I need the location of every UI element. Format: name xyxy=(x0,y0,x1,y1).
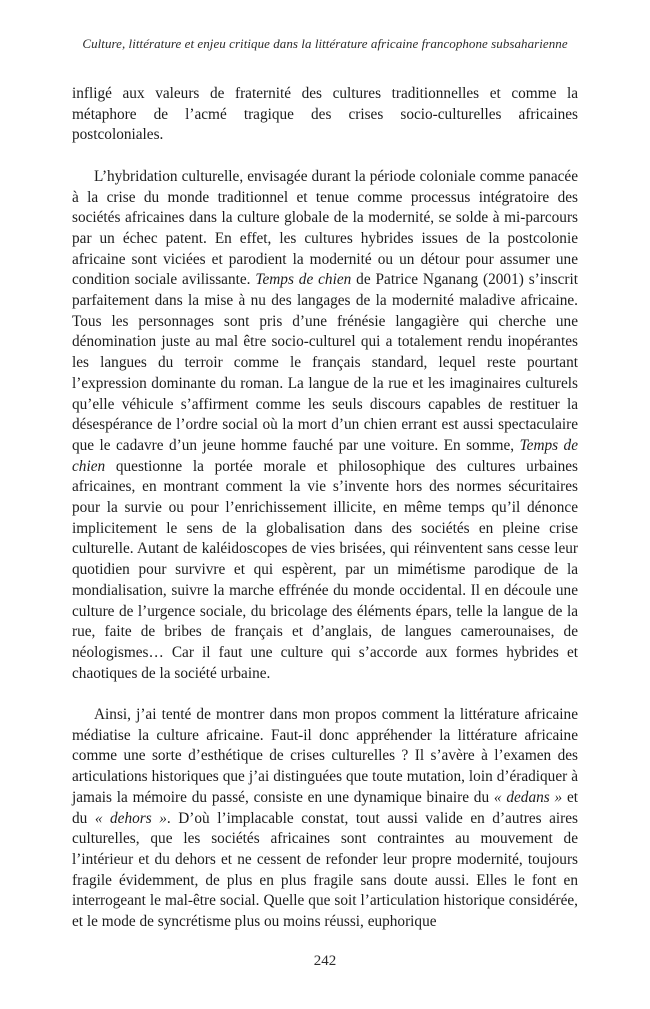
paragraph-1 xyxy=(72,84,578,146)
text-segment: L’hybridation culturelle, envisagée durant la période coloniale comme panacée à la crise du monde traditionnel et tenue comme processus intégratoire des sociétés africaines dans la culture globale de la modernité, se solde à mi-parcours par un échec patent. En effet, les cultures hybrides issues de la postcolonie africaine sont viciées et parodient la modernité ou un détour pour assumer une condition sociale avilissante. xyxy=(72,167,578,289)
text-segment: . D’où l’implacable constat, tout aussi valide en d’autres aires culturelles, que les sociétés africaines sont contraintes au mouvement de l’intérieur et du dehors et ne cessent de refonder leur propre modernité, toujours fragile évidemment, de plus en plus fragile sans doute aussi. Elles le font en interrogeant le mal-être social. Quelle que soit l’articulation historique considérée, et le mode de syncrétisme plus ou moins réussi, euphorique xyxy=(72,809,578,931)
text-segment: Ainsi, j’ai tenté de montrer dans mon propos comment la littérature africaine médiatise la culture africaine. Faut-il donc appréhender la littérature africaine comme une sorte d’esthétique de crises culturelles ? Il s’avère à l’examen des articulations historiques que j’ai distinguées que toute mutation, loin d’éradiquer à jamais la mémoire du passé, consiste en une dynamique binaire du xyxy=(72,706,578,806)
text-segment: questionne la portée morale et philosophique des cultures urbaines africaines, en montrant comment la vie s’invente hors des normes sécuritaires pour la survie ou pour l’enrichissement illicite, en même temps qu’il dénonce implicitement le sens de la globalisation dans des sociétés en pleine crise culturelle. Autant de kaléidoscopes de vies brisées, qui réinventent sans cesse leur quotidien pour survivre et qui espèrent, par un mimétisme parodique de la mondialisation, suivre la marche effrénée du monde occidental. Il en découle une culture de l’urgence sociale, du bricolage des éléments épars, telle la langue de la rue, faite de bribes de français et d’anglais, de langues camerounaises, de néologismes… Car il faut une culture qui s’accorde aux formes hybrides et chaotiques de la société urbaine. xyxy=(72,457,578,682)
text-segment: et du xyxy=(72,788,578,827)
italic-text: « dehors » xyxy=(94,809,167,827)
text-segment: infligé aux valeurs de fraternité des cultures traditionnelles et comme la métaphore de l’acmé tragique des crises socio-culturelles africaines postcoloniales. xyxy=(72,85,578,144)
italic-text: Temps de chien xyxy=(72,436,578,475)
paragraph-3 xyxy=(72,705,578,933)
page-number: 242 xyxy=(313,953,337,969)
paragraph-2 xyxy=(72,167,578,685)
italic-text: « dedans » xyxy=(493,788,563,806)
running-header: Culture, littérature et enjeu critique dans la littérature africaine francophone subsaharienne xyxy=(82,36,568,51)
body-text xyxy=(72,84,578,933)
text-segment: de Patrice Nganang (2001) s’inscrit parfaitement dans la mise à nu des langages de la modernité maladive africaine. Tous les personnages sont pris d’une frénésie langagière qui cherche une dénomination juste au mal être socio-culturel qui a totalement rendu inopérantes les langues du terroir comme le français standard, lequel reste pourtant l’expression dominante du roman. La langue de la rue et les imaginaires culturels qu’elle véhicule s’affirment comme les seuls discours capables de restituer la désespérance de l’ordre social où la mort d’un chien errant est aussi spectaculaire que le cadavre d’un jeune homme fauché par une voiture. En somme, xyxy=(72,271,578,454)
italic-text: Temps de chien xyxy=(255,271,352,289)
